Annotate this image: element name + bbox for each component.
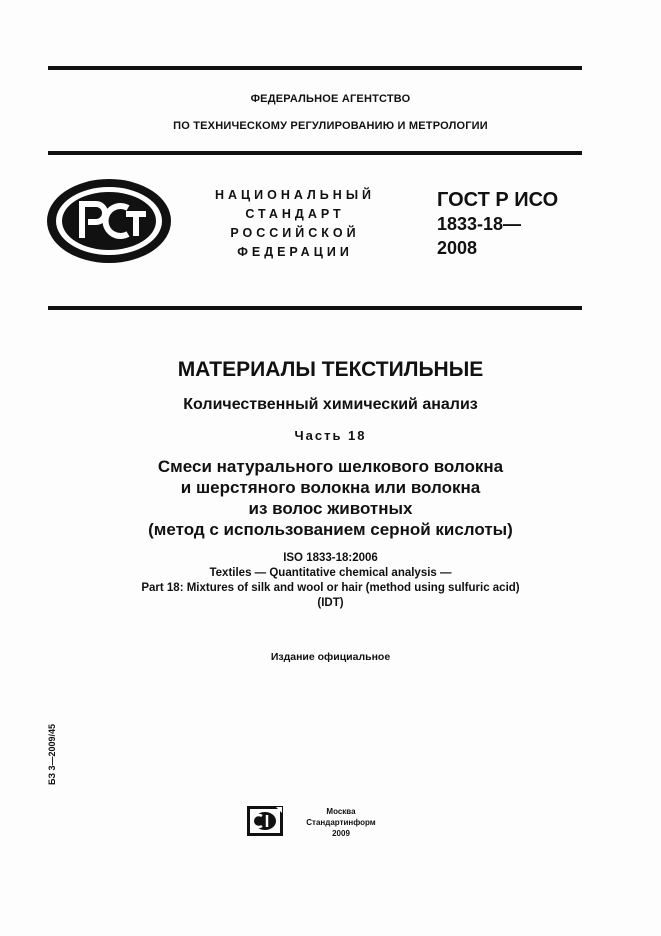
standard-code xyxy=(437,188,558,260)
publisher-name: Стандартинформ xyxy=(306,818,376,827)
rule-below-agency xyxy=(48,151,582,155)
iso-line: Textiles — Quantitative chemical analysis — xyxy=(209,567,452,579)
national-line: СТАНДАРТ xyxy=(245,207,345,221)
standard-code-line-2: 1833-18— xyxy=(437,214,522,234)
part-label: Часть 18 xyxy=(294,428,367,443)
rst-logo-icon xyxy=(44,176,174,266)
standard-code-line-3: 2008 xyxy=(437,238,478,258)
national-line: ФЕДЕРАЦИИ xyxy=(237,245,353,259)
rule-below-standard xyxy=(48,306,582,310)
national-line: РОССИЙСКОЙ xyxy=(230,226,360,240)
description-line: (метод с использованием серной кислоты) xyxy=(148,520,513,539)
description-line: и шерстяного волокна или волокна xyxy=(180,478,481,497)
description xyxy=(0,456,661,540)
top-rule xyxy=(48,66,582,70)
publisher-city: Москва xyxy=(326,807,356,816)
national-line: НАЦИОНАЛЬНЫЙ xyxy=(214,188,376,202)
iso-line: Part 18: Mixtures of silk and wool or hair (method using sulfuric acid) xyxy=(141,582,520,594)
description-line: Смеси натурального шелкового волокна xyxy=(157,457,504,476)
iso-line: ISO 1833-18:2006 xyxy=(283,552,378,564)
publisher-logo-icon xyxy=(246,805,284,837)
standard-code-line-1: ГОСТ Р ИСО xyxy=(437,189,559,211)
agency-line-2: ПО ТЕХНИЧЕСКОМУ РЕГУЛИРОВАНИЮ И МЕТРОЛОГИИ xyxy=(173,120,488,132)
agency-line-1: ФЕДЕРАЛЬНОЕ АГЕНТСТВО xyxy=(250,93,411,105)
iso-line: (IDT) xyxy=(317,597,344,609)
description-line: из волос животных xyxy=(248,499,413,518)
main-title: МАТЕРИАЛЫ ТЕКСТИЛЬНЫЕ xyxy=(177,358,484,381)
publisher-year: 2009 xyxy=(332,829,350,838)
iso-reference xyxy=(0,551,661,611)
side-code: БЗ 3—2009/45 xyxy=(47,723,57,785)
edition-label: Издание официальное xyxy=(270,651,391,663)
subtitle: Количественный химический анализ xyxy=(183,396,478,413)
national-standard-label xyxy=(205,186,385,262)
publisher-info xyxy=(296,806,386,839)
